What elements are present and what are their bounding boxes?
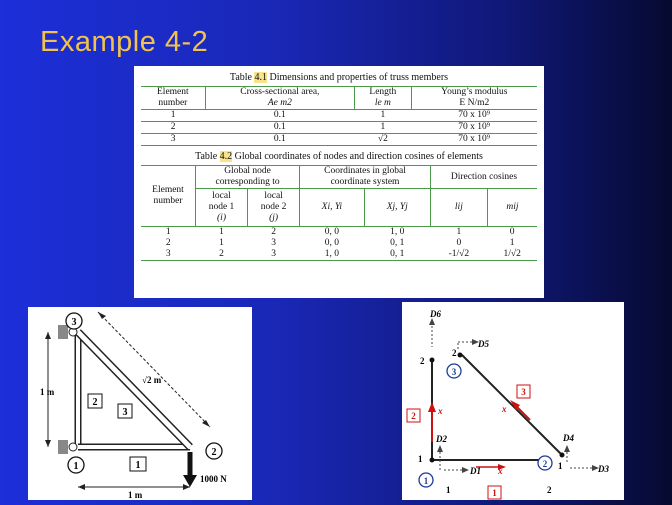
dof-element-2-label: 2 xyxy=(411,411,416,421)
node-circle-1: 1 xyxy=(423,476,429,486)
dof-d4-label: D4 xyxy=(563,433,574,443)
node-3-label: 3 xyxy=(71,317,77,328)
t2-header-global-node: Global node corresponding to xyxy=(195,166,299,189)
table1 xyxy=(141,86,537,146)
table1-caption-text: Dimensions and properties of truss members xyxy=(266,72,449,83)
element-2-label: 2 xyxy=(92,397,98,408)
table-row: 3 0.1 √2 70 x 10⁹ xyxy=(141,134,537,146)
dim-horizontal-label: 1 m xyxy=(128,490,143,500)
dof-d6-label: D6 xyxy=(430,309,441,319)
t1-header-element: Element number xyxy=(157,87,189,108)
element-3-label: 3 xyxy=(122,407,128,418)
table1-caption xyxy=(134,72,544,83)
axis-x-label-3: x xyxy=(502,404,507,414)
axis-x-label-1: x xyxy=(498,466,503,476)
load-label: 1000 N xyxy=(200,474,227,484)
truss-diagram xyxy=(28,307,252,500)
table-row: 2 0.1 1 70 x 10⁹ xyxy=(141,122,537,134)
node-2-label: 2 xyxy=(211,447,217,458)
local-node-right-bottom-label: 2 xyxy=(547,485,552,495)
element-1-label: 1 xyxy=(135,460,141,471)
table-row: 1 0.1 1 70 x 10⁹ xyxy=(141,110,537,122)
node-circle-2: 2 xyxy=(542,459,548,469)
table2: Element number Global node corresponding to Coordinates in global coordinate system Direction cosines local node 1 (i) local node 2 (j) Xi, Yi Xj, Yj lij mij 1 1 2 0, 0 1, 0 1 0 2 1 3 0, 0 0, 1 0 1 3 2 3 1, 0 0, 1 -1/√2 1/√2 xyxy=(141,165,537,261)
t2-header-dircos: Direction cosines xyxy=(430,166,537,189)
node-circle-3: 3 xyxy=(451,367,457,377)
t2-header-coords: Coordinates in global coordinate system xyxy=(300,166,431,189)
dof-d1-label: D1 xyxy=(470,466,481,476)
local-node-top-label: 2 xyxy=(420,356,425,366)
dof-d5-label: D5 xyxy=(478,339,489,349)
table2-caption: Table 4.2 Global coordinates of nodes and direction cosines of elements xyxy=(195,151,483,162)
t2-header-element: Element number xyxy=(152,185,184,206)
support-bottom-icon xyxy=(58,440,68,454)
tables-panel xyxy=(134,66,544,298)
table-row: 1 1 2 0, 0 1, 0 1 0 xyxy=(141,227,537,239)
table-row: 2 1 3 0, 0 0, 1 0 1 xyxy=(165,238,515,248)
dim-vertical-label: 1 m xyxy=(40,387,55,397)
table-row: 3 2 3 1, 0 0, 1 -1/√2 1/√2 xyxy=(141,249,537,261)
dof-element-3-label: 3 xyxy=(521,387,526,397)
t1-header-area: Cross-sectional area, Ae m2 xyxy=(205,87,354,110)
dim-diagonal-label: √2 m xyxy=(142,375,162,385)
dof-diagram xyxy=(402,302,624,500)
table1-caption-prefix: Table xyxy=(229,72,255,83)
support-top-icon xyxy=(58,325,68,339)
axis-x-label-2: x xyxy=(438,406,443,416)
dof-d2-label: D2 xyxy=(436,434,447,444)
table1-caption-number: 4.1 xyxy=(254,72,267,83)
dof-element-1-label: 1 xyxy=(492,488,497,498)
truss-figure xyxy=(28,307,252,500)
t1-header-modulus: Young’s modulus E N/m2 xyxy=(411,87,537,110)
local-node-left-bottom-label: 1 xyxy=(446,485,451,495)
dof-d3-label: D3 xyxy=(598,464,609,474)
local-node-right-1-label: 1 xyxy=(558,461,563,471)
t1-header-length: Length le m xyxy=(355,87,412,110)
node-1-label: 1 xyxy=(73,461,79,472)
dof-figure xyxy=(402,302,624,500)
local-node-top2-label: 2 xyxy=(452,348,457,358)
slide-title: Example 4-2 xyxy=(40,26,209,58)
local-node-bottom-label: 1 xyxy=(418,454,423,464)
